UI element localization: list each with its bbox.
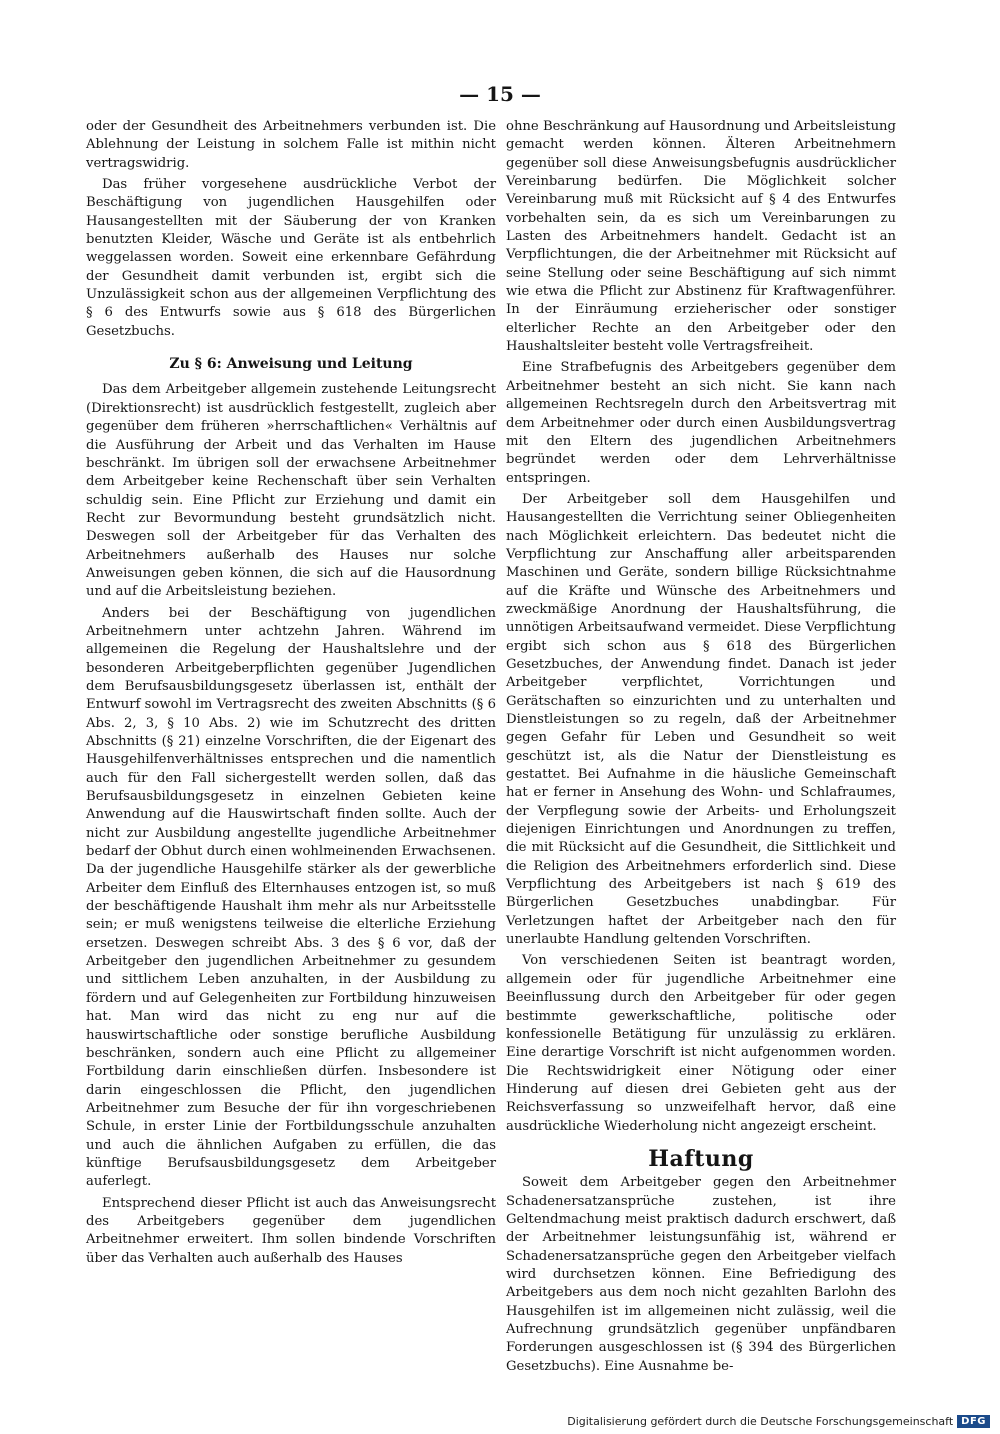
- paragraph: Von verschiedenen Seiten ist beantragt worden, allgemein oder für jugendliche Arbeitnehmer eine Beeinflussung durch den Arbeitgeber für oder gegen bestimmte gewerkschaftliche, politische oder konfessionelle Betätigung für unzulässig zu erklären. Eine derartige Vorschrift ist nicht aufgenommen worden. Die Rechtswidrigkeit einer Nötigung oder einer Hinderung auf diesen drei Gebieten geht aus der Reichsverfassung so unzweifelhaft hervor, daß eine ausdrückliche Wiederholung nicht angezeigt erscheint.: [506, 953, 896, 1134]
- paragraph: Das früher vorgesehene ausdrückliche Verbot der Beschäftigung von jugendlichen Hausgehilfen oder Hausangestellten mit der Säuberung der von Kranken benutzten Kleider, Wäsche und Geräte ist als entbehrlich weggelassen worden. Soweit eine erkennbare Gefährdung der Gesundheit damit verbunden ist, ergibt sich die Unzulässigkeit schon aus der allgemeinen Verpflichtung des § 6 des Entwurfs sowie aus § 618 des Bürgerlichen Gesetzbuchs.: [86, 177, 496, 339]
- paragraph: oder der Gesundheit des Arbeitnehmers verbunden ist. Die Ablehnung der Leistung in solchem Falle ist mithin nicht vertragswidrig.: [86, 119, 496, 171]
- left-column: [86, 118, 496, 1271]
- paragraph: Das dem Arbeitgeber allgemein zustehende Leitungsrecht (Direktionsrecht) ist ausdrücklich festgestellt, zugleich aber gegenüber dem früheren »herrschaftlichen« Verhältnis auf die Ausführung der Arbeit und das Verhalten im Hause beschränkt. Im übrigen soll der erwachsene Arbeitnehmer dem Arbeitgeber keine Rechenschaft über sein Verhalten schuldig sein. Eine Pflicht zur Erziehung und damit ein Recht zur Bevormundung besteht grundsätzlich nicht. Deswegen soll der Arbeitgeber für das Verhalten des Arbeitnehmers außerhalb des Hauses nur solche Anweisungen geben können, die sich auf die Hausordnung und auf die Arbeitsleistung beziehen.: [86, 382, 496, 600]
- paragraph: ohne Beschränkung auf Hausordnung und Arbeitsleistung gemacht werden können. Älteren Arbeitnehmern gegenüber soll diese Anweisungsbefugnis ausdrücklicher Vereinbarung bedürfen. Die Möglichkeit solcher Vereinbarung muß mit Rücksicht auf § 4 des Entwurfes vorbehalten sein, da es sich um Vereinbarungen zu Lasten des Arbeitnehmers handelt. Gedacht ist an Verpflichtungen, die der Arbeitnehmer mit Rücksicht auf seine Stellung oder seine Beschäftigung auf sich nimmt wie etwa die Pflicht zur Abstinenz für Kraftwagenführer. In der Einräumung erzieherischer oder sonstiger elterlicher Rechte an den Arbeitgeber oder den Haushaltsleiter besteht volle Vertragsfreiheit.: [506, 119, 896, 355]
- page-number: — 15 —: [459, 82, 541, 106]
- subheading: Zu § 6: Anweisung und Leitung: [169, 356, 413, 373]
- digitization-credit: [567, 1415, 990, 1428]
- dfg-logo: DFG: [957, 1415, 990, 1428]
- paragraph: Anders bei der Beschäftigung von jugendlichen Arbeitnehmern unter achtzehn Jahren. Während im allgemeinen die Regelung der Haushaltslehre und der besonderen Arbeitgeberpflichten gegenüber Jugendlichen dem Berufsausbildungsgesetz überlassen ist, enthält der Entwurf sowohl im Vertragsrecht des zweiten Abschnitts (§ 6 Abs. 2, 3, § 10 Abs. 2) wie im Schutzrecht des dritten Abschnitts (§ 21) einzelne Vorschriften, die der Eigenart des Hausgehilfenverhältnisses entsprechen und die namentlich auch für den Fall sichergestellt werden sollen, daß das Berufsausbildungsgesetz in einzelnen Gebieten keine Anwendung auf die Hauswirtschaft finden sollte. Auch der nicht zur Ausbildung angestellte jugendliche Arbeitnehmer bedarf der Obhut durch einen wohlmeinenden Erwachsenen. Da der jugendliche Hausgehilfe stärker als der gewerbliche Arbeiter dem Einfluß des Elternhauses entzogen ist, so muß der beschäftigende Haushalt ihm mehr als nur Arbeitsstelle sein; er muß wenigstens teilweise die elterliche Erziehung ersetzen. Deswegen schreibt Abs. 3 des § 6 vor, daß der Arbeitgeber den jugendlichen Arbeitnehmer zu gesundem und sittlichem Leben anzuhalten, in der Ausbildung zu fördern und auf Gelegenheiten zur Fortbildung hinzuweisen hat. Man wird das nicht zu eng nur auf die hauswirtschaftliche oder sonstige berufliche Ausbildung beschränken, sondern auch eine Pflicht zu allgemeiner Fortbildung darin einschließen dürfen. Insbesondere ist darin eingeschlossen die Pflicht, den jugendlichen Arbeitnehmer zum Besuche der für ihn vorgeschriebenen Schule, in erster Linie der Fortbildungsschule anzuhalten und auch die ähnlichen Aufgaben zu erfüllen, die das künftige Berufsausbildungsgesetz dem Arbeitgeber auferlegt.: [86, 605, 496, 1190]
- paragraph: Entsprechend dieser Pflicht ist auch das Anweisungsrecht des Arbeitgebers gegenüber dem jugendlichen Arbeitnehmer erweitert. Ihm sollen bindende Vorschriften über das Verhalten auch außerhalb des Hauses: [86, 1195, 496, 1266]
- paragraph: Soweit dem Arbeitgeber gegen den Arbeitnehmer Schadenersatzansprüche zustehen, ist ihre Geltendmachung meist praktisch dadurch erschwert, daß der Arbeitnehmer leistungsunfähig ist, während er Schadenersatzansprüche gegen den Arbeitgeber vielfach wird durchsetzen können. Eine Befriedigung des Arbeitgebers aus dem noch nicht gezahlten Barlohn des Hausgehilfen ist im allgemeinen nicht zulässig, weil die Aufrechnung grundsätzlich gegenüber unpfändbaren Forderungen ausgeschlossen ist (§ 394 des Bürgerlichen Gesetzbuchs). Eine Ausnahme be-: [506, 1175, 896, 1374]
- section-heading: Haftung: [648, 1145, 754, 1172]
- credit-text: Digitalisierung gefördert durch die Deutsche Forschungsgemeinschaft: [567, 1415, 954, 1428]
- paragraph: Eine Strafbefugnis des Arbeitgebers gegenüber dem Arbeitnehmer besteht an sich nicht. Sie kann nach allgemeinen Rechtsregeln durch den Arbeitsvertrag mit dem Arbeitnehmer oder durch einen Ausbildungsvertrag mit den Eltern des jugendlichen Arbeitnehmers begründet werden oder dem Lehrverhältnisse entspringen.: [506, 360, 896, 486]
- right-column: [506, 118, 896, 1379]
- paragraph: Der Arbeitgeber soll dem Hausgehilfen und Hausangestellten die Verrichtung seiner Obliegenheiten nach Möglichkeit erleichtern. Das bedeutet nicht die Verpflichtung zur Anschaffung aller arbeitsparenden Maschinen und Geräte, sondern billige Rücksichtnahme auf die Kräfte und Wünsche des Arbeitnehmers und zweckmäßige Anordnung der Haushaltsführung, die unnötigen Arbeitsaufwand vermeidet. Diese Verpflichtung ergibt sich schon aus § 618 des Bürgerlichen Gesetzbuches, der Anwendung findet. Danach ist jeder Arbeitgeber verpflichtet, Vorrichtungen und Gerätschaften so einzurichten und zu unterhalten und Dienstleistungen so zu regeln, daß der Arbeitnehmer gegen Gefahr für Leben und Gesundheit so weit geschützt ist, als die Natur der Dienstleistung es gestattet. Bei Aufnahme in die häusliche Gemeinschaft hat er ferner in Ansehung des Wohn- und Schlafraumes, der Verpflegung sowie der Arbeits- und Erholungszeit diejenigen Einrichtungen und Anordnungen zu treffen, die mit Rücksicht auf die Gesundheit, die Sittlichkeit und die Religion des Arbeitnehmers erforderlich sind. Diese Verpflichtung des Arbeitgebers ist nach § 619 des Bürgerlichen Gesetzbuches unabdingbar. Für Verletzungen haftet der Arbeitgeber nach den für unerlaubte Handlung geltenden Vorschriften.: [506, 491, 896, 948]
